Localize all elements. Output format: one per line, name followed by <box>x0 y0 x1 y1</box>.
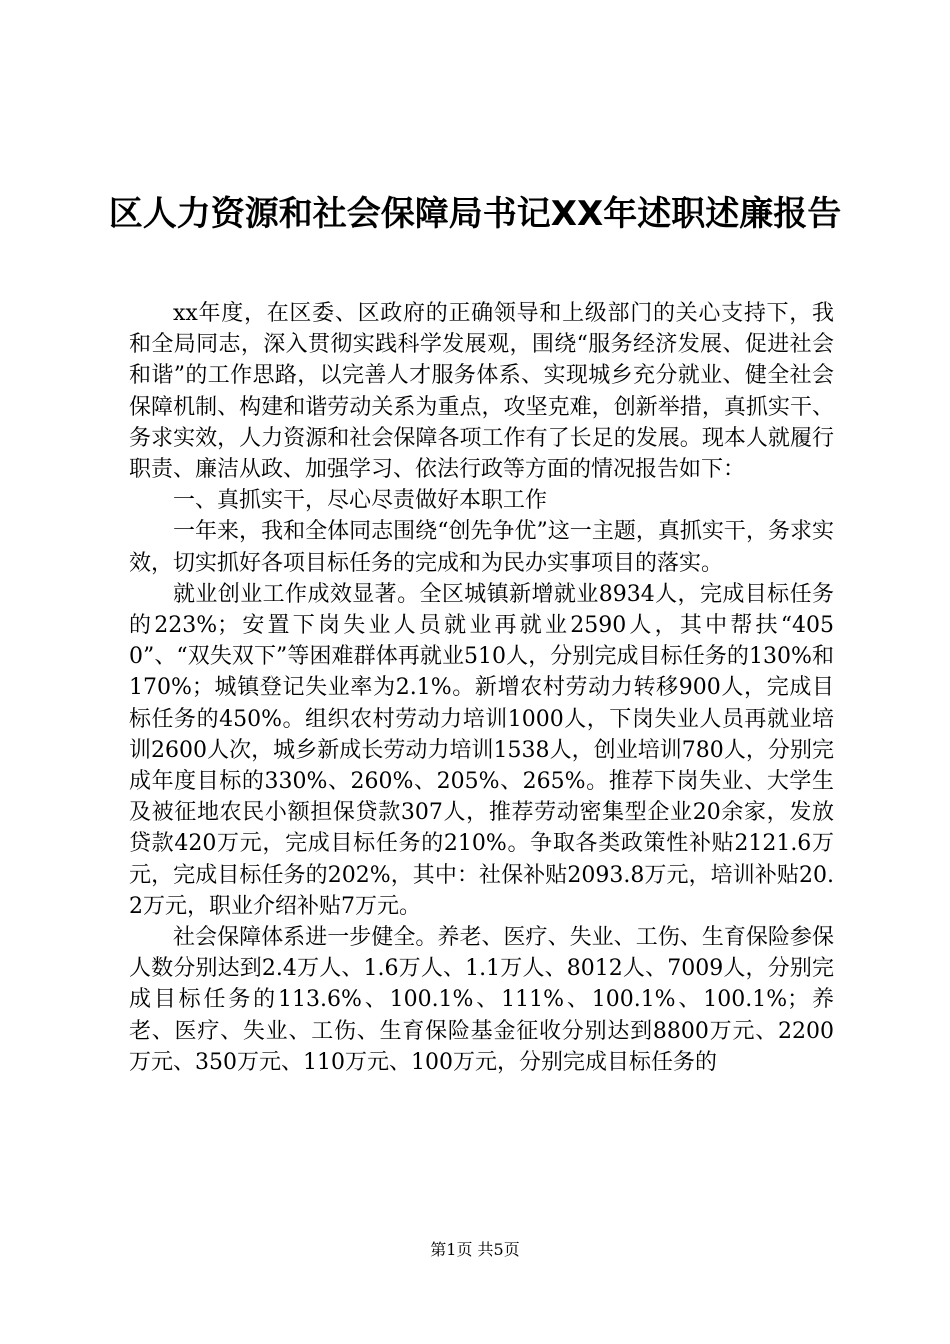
paragraph-intro: xx年度，在区委、区政府的正确领导和上级部门的关心支持下，我和全局同志，深入贯彻实践科学发展观，围绕“服务经济发展、促进社会和谐”的工作思路，以完善人才服务体系、实现城乡充分就业、健全社会保障机制、构建和谐劳动关系为重点，攻坚克难，创新举措，真抓实干、务求实效，人力资源和社会保障各项工作有了长足的发展。现本人就履行职责、廉洁从政、加强学习、依法行政等方面的情况报告如下： <box>129 301 834 483</box>
section-heading-1: 一、真抓实干，尽心尽责做好本职工作 <box>173 488 548 514</box>
page-footer: 第1页 共5页 <box>430 1240 520 1259</box>
document-title: 区人力资源和社会保障局书记XX年述职述廉报告 <box>108 194 842 234</box>
document-body <box>129 298 834 1078</box>
paragraph-employment: 就业创业工作成效显著。全区城镇新增就业8934人，完成目标任务的223%；安置下岗失业人员就业再就业2590人，其中帮扶“4050”、“双失双下”等困难群体再就业510人，分别完成目标任务的130%和170%；城镇登记失业率为2.1%。新增农村劳动力转移900人，完成目标任务的450%。组织农村劳动力培训1000人，下岗失业人员再就业培训2600人次，城乡新成长劳动力培训1538人，创业培训780人，分别完成年度目标的330%、260%、205%、265%。推荐下岗失业、大学生及被征地农民小额担保贷款307人，推荐劳动密集型企业20余家，发放贷款420万元，完成目标任务的210%。争取各类政策性补贴2121.6万元，完成目标任务的202%，其中：社保补贴2093.8万元，培训补贴20.2万元，职业介绍补贴7万元。 <box>129 581 834 919</box>
paragraph-overview: 一年来，我和全体同志围绕“创先争优”这一主题，真抓实干，务求实效，切实抓好各项目标任务的完成和为民办实事项目的落实。 <box>129 519 834 576</box>
paragraph-social-security: 社会保障体系进一步健全。养老、医疗、失业、工伤、生育保险参保人数分别达到2.4万人、1.6万人、1.1万人、8012人、7009人，分别完成目标任务的113.6%、100.1%、111%、100.1%、100.1%；养老、医疗、失业、工伤、生育保险基金征收分别达到8800万元、2200万元、350万元、110万元、100万元，分别完成目标任务的 <box>129 925 834 1075</box>
